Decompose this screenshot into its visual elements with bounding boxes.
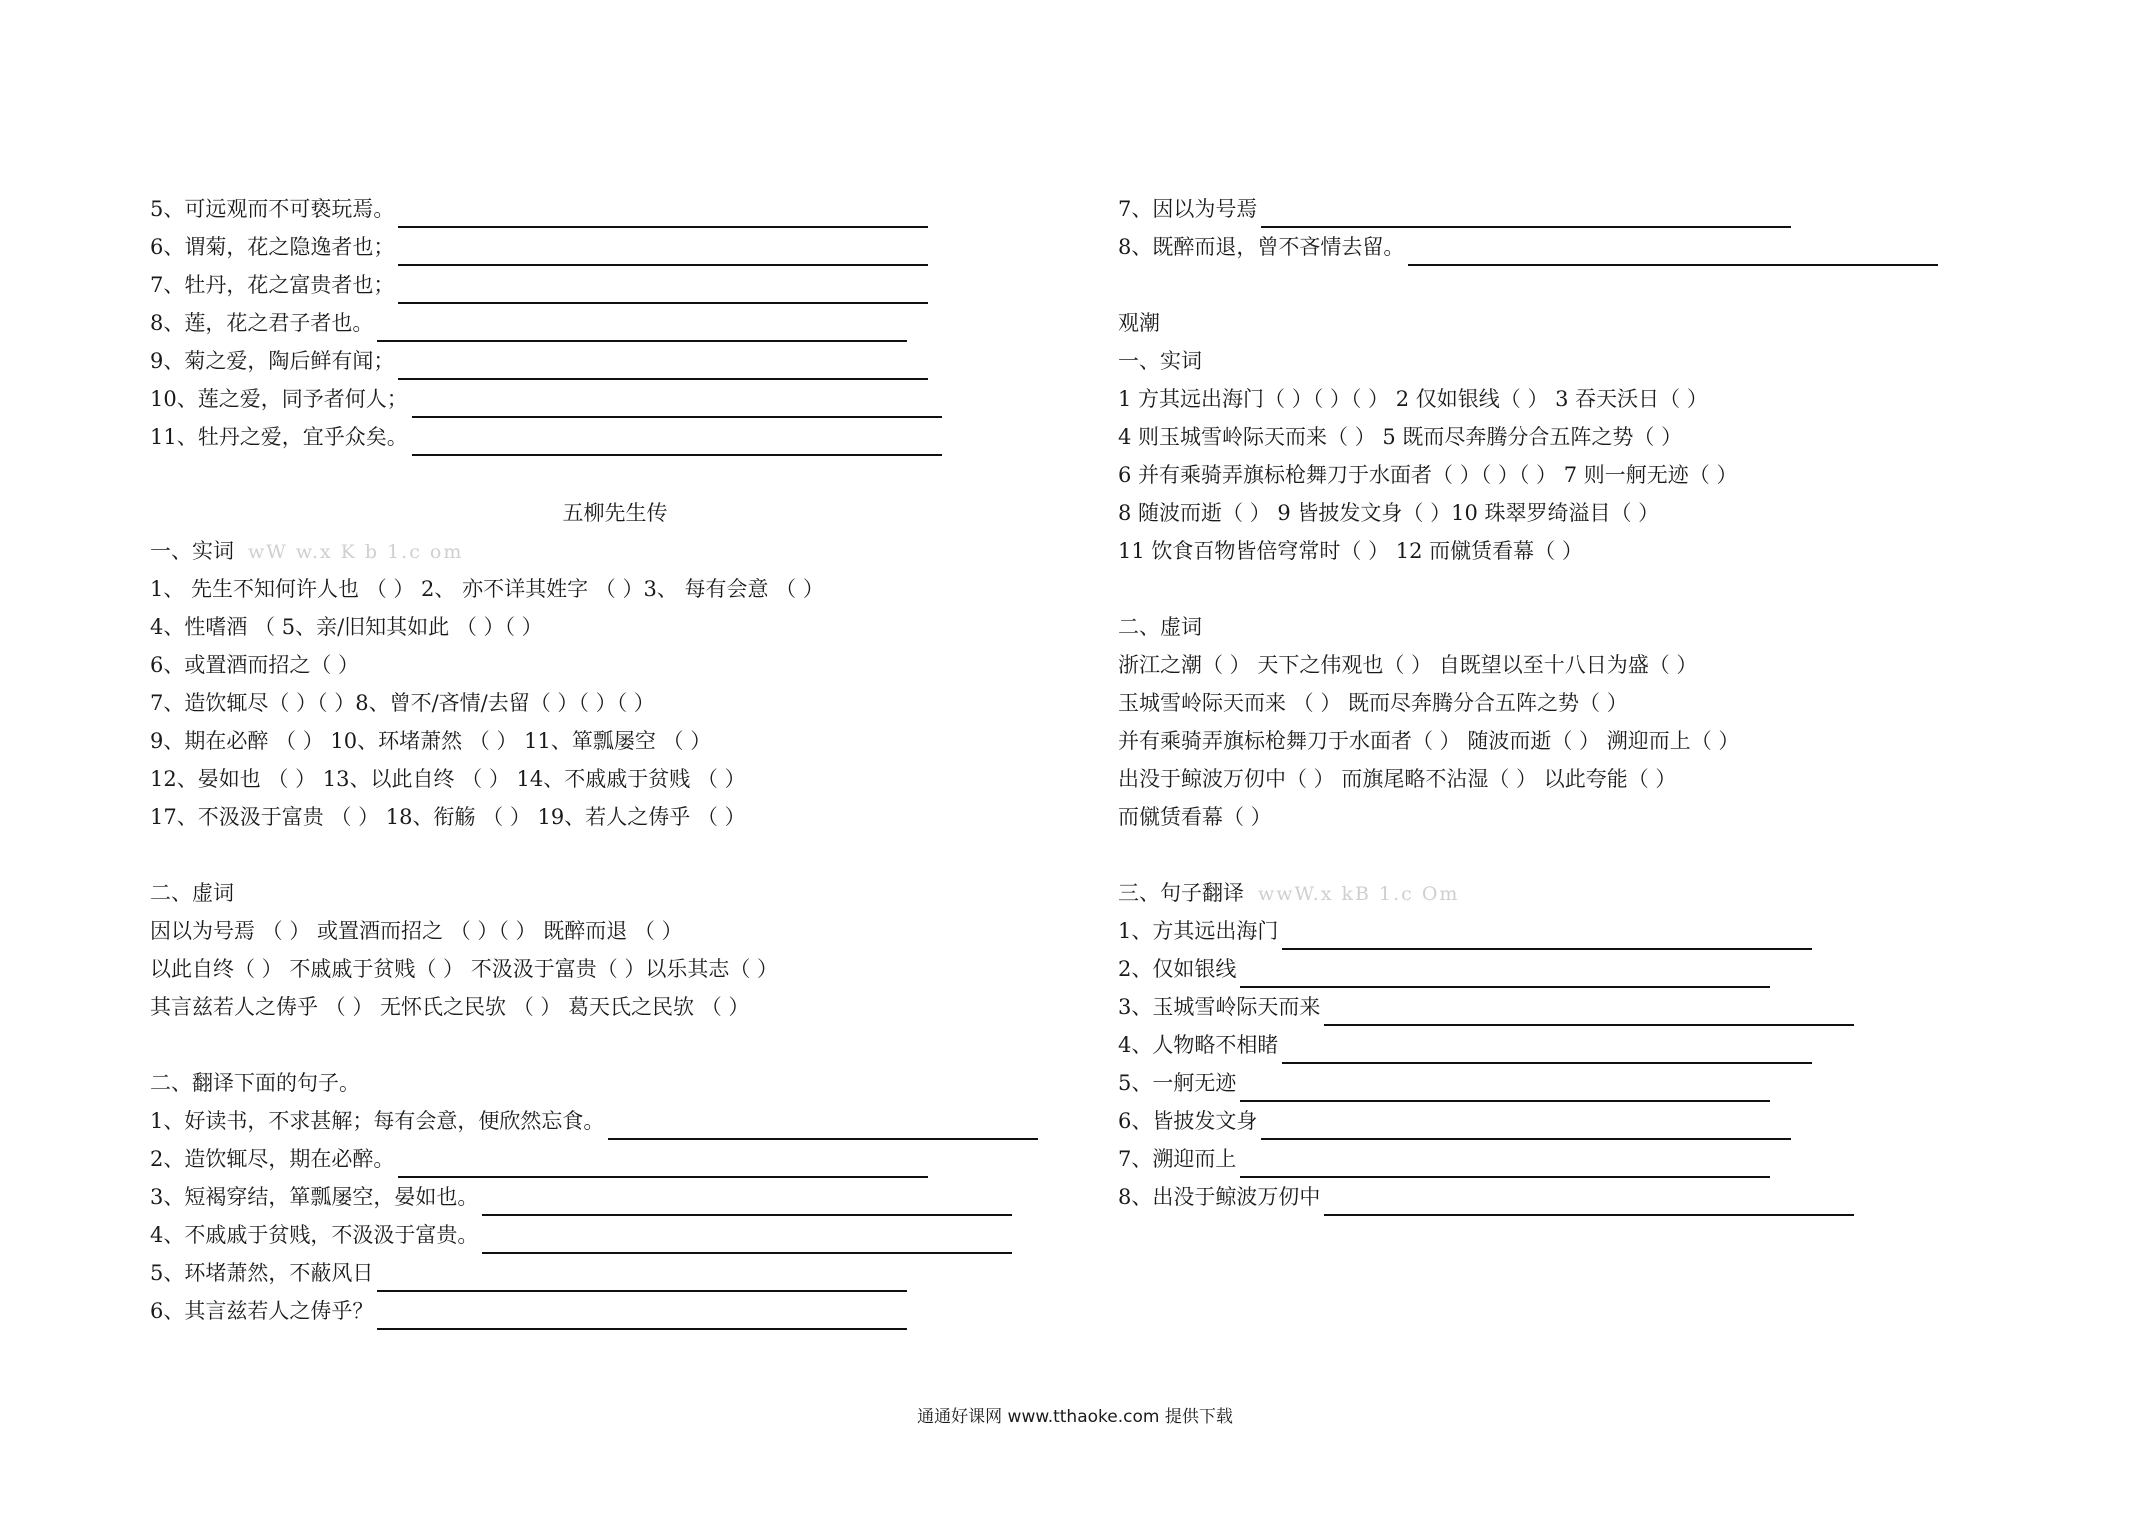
question-line: 4、性嗜酒 （ 5、亲/旧知其如此 （ ）（ ） <box>150 615 543 639</box>
item-text: 8、出没于鲸波万仞中 <box>1118 1185 1321 1209</box>
translate-item <box>150 1102 1080 1140</box>
translate-item <box>1118 228 2048 266</box>
answer-line <box>1282 922 1812 950</box>
section-heading: 二、翻译下面的句子。 <box>150 1071 360 1095</box>
answer-line <box>412 390 942 418</box>
translate-item <box>1118 1102 2048 1140</box>
item-text: 7、溯迎而上 <box>1118 1147 1237 1171</box>
question-line: 以此自终（ ） 不戚戚于贫贱（ ） 不汲汲于富贵（ ）以乐其志（ ） <box>150 957 779 981</box>
answer-line <box>1324 998 1854 1026</box>
answer-line <box>377 1302 907 1330</box>
translate-item <box>150 304 1080 342</box>
answer-line <box>482 1188 1012 1216</box>
question-line: 17、不汲汲于富贵 （ ） 18、衔觞 （ ） 19、若人之俦乎 （ ） <box>150 805 746 829</box>
question-line: 9、期在必醉 （ ） 10、环堵萧然 （ ） 11、箪瓢屡空 （ ） <box>150 729 712 753</box>
translate-item <box>150 1254 1080 1292</box>
heading-text: 三、句子翻译 <box>1118 881 1244 905</box>
translate-item <box>150 1216 1080 1254</box>
answer-line <box>1408 238 1938 266</box>
question-line: 而僦赁看幕（ ） <box>1118 805 1272 829</box>
item-text: 1、好读书，不求甚解；每有会意，便欣然忘食。 <box>150 1109 605 1133</box>
translate-item <box>150 418 1080 456</box>
translate-item <box>150 190 1080 228</box>
question-line: 12、晏如也 （ ） 13、以此自终 （ ） 14、不戚戚于贫贱 （ ） <box>150 767 746 791</box>
answer-line <box>482 1226 1012 1254</box>
left-column <box>150 190 1080 1330</box>
section-heading: 二、虚词 <box>150 881 234 905</box>
item-text: 7、牡丹，花之富贵者也； <box>150 273 395 297</box>
answer-line <box>1240 1074 1770 1102</box>
translate-item <box>1118 912 2048 950</box>
translate-item <box>150 228 1080 266</box>
question-line: 8 随波而逝（ ） 9 皆披发文身（ ）10 珠翠罗绮溢目（ ） <box>1118 501 1660 525</box>
translate-item <box>1118 1178 2048 1216</box>
item-text: 8、莲，花之君子者也。 <box>150 311 374 335</box>
question-line: 7、造饮辄尽（ ）（ ）8、曾不/吝情/去留（ ）（ ）（ ） <box>150 691 655 715</box>
section-heading <box>150 532 1080 570</box>
item-text: 6、皆披发文身 <box>1118 1109 1258 1133</box>
translate-item <box>150 380 1080 418</box>
question-line: 11 饮食百物皆倍穹常时（ ） 12 而僦赁看幕（ ） <box>1118 539 1583 563</box>
answer-line <box>1324 1188 1854 1216</box>
item-text: 1、方其远出海门 <box>1118 919 1279 943</box>
translate-item <box>1118 1064 2048 1102</box>
translate-item <box>150 1292 1080 1330</box>
question-line: 出没于鲸波万仞中（ ） 而旗尾略不沾湿（ ） 以此夸能（ ） <box>1118 767 1677 791</box>
item-text: 2、仅如银线 <box>1118 957 1237 981</box>
answer-line <box>1282 1036 1812 1064</box>
translate-item <box>1118 190 2048 228</box>
item-text: 6、其言兹若人之俦乎？ <box>150 1299 374 1323</box>
section-heading: 二、虚词 <box>1118 615 1202 639</box>
question-line: 浙江之潮（ ） 天下之伟观也（ ） 自既望以至十八日为盛（ ） <box>1118 653 1698 677</box>
item-text: 5、环堵萧然，不蔽风日 <box>150 1261 374 1285</box>
item-text: 11、牡丹之爱，宜乎众矣。 <box>150 425 408 449</box>
section-title: 观潮 <box>1118 311 1160 335</box>
question-line: 1、 先生不知何许人也 （ ） 2、 亦不详其姓字 （ ）3、 每有会意 （ ） <box>150 577 824 601</box>
watermark-text: wwW.x kB 1.c Om <box>1258 883 1460 905</box>
answer-line <box>1240 960 1770 988</box>
footer-text: 通通好课网 www.tthaoke.com 提供下载 <box>917 1407 1233 1427</box>
question-line: 其言兹若人之俦乎 （ ） 无怀氏之民欤 （ ） 葛天氏之民欤 （ ） <box>150 995 750 1019</box>
answer-line <box>377 1264 907 1292</box>
section-heading <box>1118 874 2048 912</box>
question-line: 因以为号焉 （ ） 或置酒而招之 （ ）（ ） 既醉而退 （ ） <box>150 919 683 943</box>
answer-line <box>398 238 928 266</box>
heading-text: 一、实词 <box>150 539 234 563</box>
item-text: 6、谓菊，花之隐逸者也； <box>150 235 395 259</box>
item-text: 7、因以为号焉 <box>1118 197 1258 221</box>
section-title: 五柳先生传 <box>562 501 668 525</box>
item-text: 4、不戚戚于贫贱，不汲汲于富贵。 <box>150 1223 479 1247</box>
item-text: 10、莲之爱，同予者何人； <box>150 387 408 411</box>
question-line: 6、或置酒而招之（ ） <box>150 653 360 677</box>
item-text: 9、菊之爱，陶后鲜有闻； <box>150 349 395 373</box>
translate-item <box>1118 1140 2048 1178</box>
watermark-text: wW w.x K b 1.c om <box>248 541 464 563</box>
item-text: 8、既醉而退，曾不吝情去留。 <box>1118 235 1405 259</box>
answer-line <box>1240 1150 1770 1178</box>
answer-line <box>398 352 928 380</box>
answer-line <box>377 314 907 342</box>
translate-item <box>150 1140 1080 1178</box>
translate-item <box>1118 950 2048 988</box>
answer-line <box>398 200 928 228</box>
translate-item <box>1118 988 2048 1026</box>
translate-item <box>150 266 1080 304</box>
section-heading: 一、实词 <box>1118 349 1202 373</box>
item-text: 5、可远观而不可亵玩焉。 <box>150 197 395 221</box>
item-text: 3、短褐穿结，箪瓢屡空，晏如也。 <box>150 1185 479 1209</box>
item-text: 2、造饮辄尽，期在必醉。 <box>150 1147 395 1171</box>
answer-line <box>412 428 942 456</box>
right-column <box>1118 190 2048 1216</box>
question-line: 玉城雪岭际天而来 （ ） 既而尽奔腾分合五阵之势（ ） <box>1118 691 1628 715</box>
item-text: 5、一舸无迹 <box>1118 1071 1237 1095</box>
translate-item <box>1118 1026 2048 1064</box>
item-text: 3、玉城雪岭际天而来 <box>1118 995 1321 1019</box>
question-line: 4 则玉城雪岭际天而来（ ） 5 既而尽奔腾分合五阵之势（ ） <box>1118 425 1683 449</box>
answer-line <box>608 1112 1038 1140</box>
item-text: 4、人物略不相睹 <box>1118 1033 1279 1057</box>
translate-item <box>150 1178 1080 1216</box>
question-line: 6 并有乘骑弄旗标枪舞刀于水面者（ ）（ ）（ ） 7 则一舸无迹（ ） <box>1118 463 1738 487</box>
answer-line <box>398 1150 928 1178</box>
answer-line <box>398 276 928 304</box>
question-line: 1 方其远出海门（ ）（ ）（ ） 2 仅如银线（ ） 3 吞天沃日（ ） <box>1118 387 1708 411</box>
translate-item <box>150 342 1080 380</box>
answer-line <box>1261 200 1791 228</box>
question-line: 并有乘骑弄旗标枪舞刀于水面者（ ） 随波而逝（ ） 溯迎而上（ ） <box>1118 729 1740 753</box>
answer-line <box>1261 1112 1791 1140</box>
